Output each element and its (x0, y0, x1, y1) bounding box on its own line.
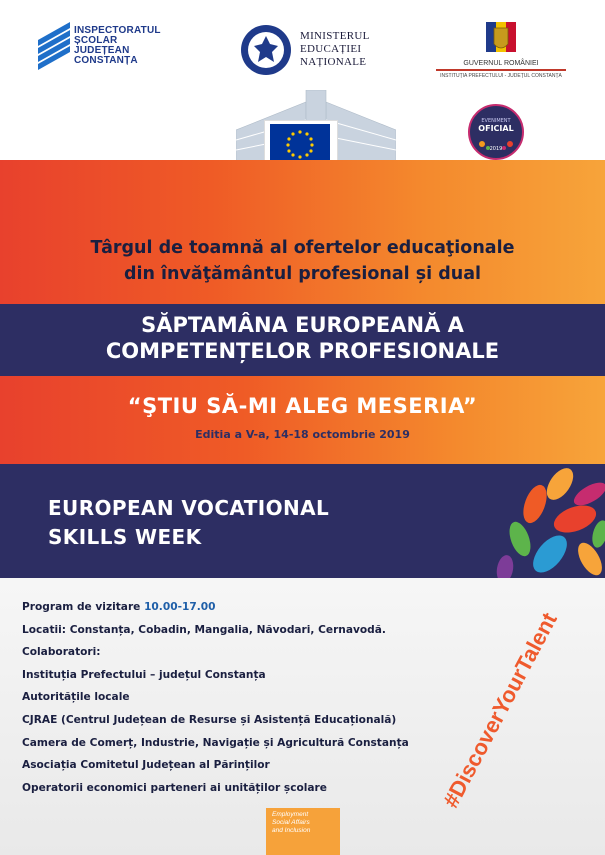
week-title-line-1: SĂPTAMÂNA EUROPEANĂ A (141, 313, 464, 337)
employment-tag-text (272, 811, 338, 835)
employment-tag-line-1: Employment (272, 811, 309, 818)
badge-line-3: 2019 (489, 146, 503, 152)
government-divider (436, 69, 566, 71)
collaborators-heading: Colaboratori: (22, 646, 101, 659)
visit-program (22, 596, 542, 619)
government-seal-icon (240, 24, 292, 76)
colorful-leaves-decoration-icon (440, 464, 605, 578)
isj-line-2: ȘCOLAR (74, 35, 118, 46)
locations: Locatii: Constanța, Cobadin, Mangalia, Năvodari, Cernavodă. (22, 623, 386, 636)
ministry-line-3: NAȚIONALE (300, 56, 367, 68)
isj-line-1: INSPECTORATUL (74, 25, 161, 36)
eu-flag-icon (270, 124, 330, 164)
collaborator-item: Instituția Prefectului – județul Constanța (22, 668, 266, 681)
collaborator-item: CJRAE (Centrul Județean de Resurse și Asistență Educațională) (22, 713, 397, 726)
collaborator-item: Operatorii economici parteneri ai unităților școlare (22, 781, 327, 794)
government-title: GUVERNUL ROMÂNIEI (463, 60, 539, 67)
romania-coat-of-arms-icon (486, 22, 516, 58)
collaborator-item: Autoritățile locale (22, 691, 130, 704)
evsw-title (48, 494, 428, 552)
badge-line-2: OFICIAL (478, 124, 514, 133)
ministry-line-1: MINISTERUL (300, 30, 370, 42)
official-event-badge-icon (468, 104, 524, 160)
edition-dates: Editia a V-a, 14-18 octombrie 2019 (195, 428, 410, 441)
employment-tag-line-2: Social Affairs (272, 819, 310, 826)
isj-logo-text (74, 26, 194, 66)
visit-program-label: Program de vizitare (22, 601, 145, 613)
evsw-line-2: SKILLS WEEK (48, 525, 202, 549)
employment-tag-line-3: and Inclusion (272, 827, 311, 834)
government-subtitle: INSTITUȚIA PREFECTULUI - JUDEȚUL CONSTANȚA (440, 73, 562, 79)
ministry-line-2: EDUCAȚIEI (300, 43, 362, 55)
collaborator-item: Camera de Comerț, Industrie, Navigație și Agricultură Constanța (22, 736, 409, 749)
fair-title-line-1: Târgul de toamnă al ofertelor educaţionale (90, 238, 515, 258)
isj-line-3: JUDEȚEAN (74, 45, 130, 56)
fair-title-line-2: din învăţământul profesional și dual (123, 264, 482, 284)
collaborator-item: Asociația Comitetul Județean al Părinților (22, 759, 270, 772)
motto-band-orange (0, 376, 605, 464)
isj-line-4: CONSTANȚA (74, 55, 138, 66)
week-title-line-2: COMPETENȚELOR PROFESIONALE (105, 339, 500, 363)
hashtag-discover-your-talent: #DiscoverYourTalent (438, 608, 562, 812)
badge-line-1: EVENIMENT (481, 118, 511, 124)
evsw-line-1: EUROPEAN VOCATIONAL (48, 496, 330, 520)
visit-program-hours: 10.00-17.00 (144, 601, 216, 613)
motto: “ŞTIU SĂ-MI ALEG MESERIA” (127, 394, 478, 418)
ministry-name (300, 30, 390, 69)
